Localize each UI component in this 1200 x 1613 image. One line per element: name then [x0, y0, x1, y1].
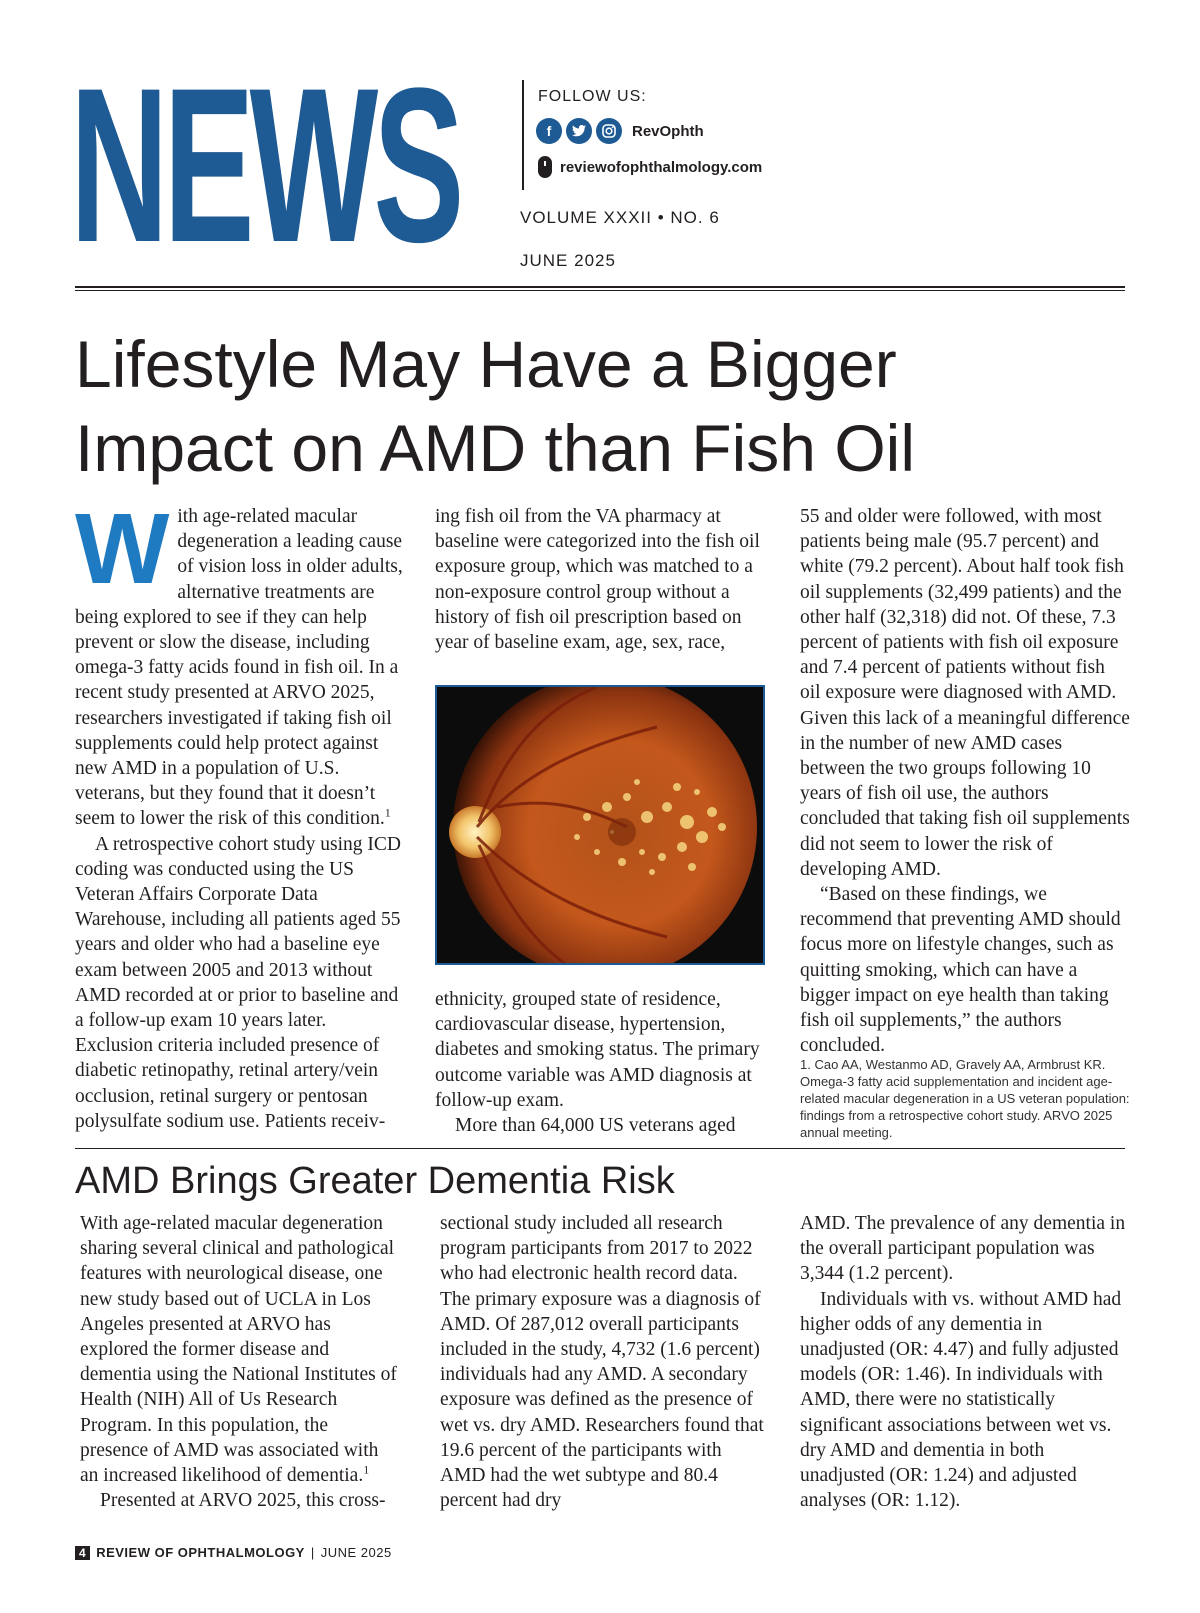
article1-paragraph: “Based on these findings, we recommend that preventing AMD should focus more on lifestyle changes, such as quitting smoking, which can have a bigger impact on eye health than taking fish oil supplements,” the authors concluded.: [800, 884, 1121, 1057]
facebook-icon[interactable]: f: [536, 118, 562, 144]
article1-paragraph: A retrospective cohort study using ICD coding was conducted using the US Veteran Affairs Corporate Data Warehouse, including all patients aged 55 years and older who had a baseline eye exam between 2005 and 2013 without AMD recorded at or prior to baseline and a follow-up exam 10 years later. Exclusion criteria included presence of diabetic retinopathy, retinal artery/vein occlusion, retinal surgery or pentosan polysulfate sodium use. Patients receiv-: [75, 833, 401, 1132]
social-links: [536, 118, 704, 144]
article1-column2-bottom: [435, 987, 765, 1138]
article1-headline: [75, 322, 1125, 490]
article2-paragraph: Presented at ARVO 2025, this cross-: [100, 1490, 386, 1512]
article2-column1: [80, 1211, 400, 1513]
mouse-icon: [538, 156, 552, 178]
page-number: 4: [75, 1546, 90, 1560]
website-url[interactable]: reviewofophthalmology.com: [560, 158, 763, 176]
article1-paragraph: More than 64,000 US veterans aged: [455, 1115, 736, 1137]
social-handle[interactable]: RevOphth: [632, 122, 704, 140]
article2-text: With age-related macular degeneration sharing several clinical and pathological features with neurological disease, one new study based out of UCLA in Los Angeles presented at ARVO has explored the former disease and dementia using the National Institutes of Health (NIH) All of Us Research Program. In this population, the presence of AMD was associated with an increased likelihood of dementia.: [80, 1213, 397, 1487]
article1-paragraph: ethnicity, grouped state of residence, cardiovascular disease, hypertension, diabetes and smoking status. The primary outcome variable was AMD diagnosis at follow-up exam.: [435, 989, 760, 1111]
issue-date: JUNE 2025: [520, 251, 616, 270]
article1-reference: 1. Cao AA, Westanmo AD, Gravely AA, Armbrust KR. Omega-3 fatty acid supplementation and incident age-related macular degeneration in a US veteran population: findings from a retrospective cohort study. ARVO 2025 annual meeting.: [800, 1057, 1130, 1140]
follow-us-label: FOLLOW US:: [538, 88, 647, 105]
footer-separator: |: [310, 1545, 315, 1560]
article1-paragraph: 55 and older were followed, with most patients being male (95.7 percent) and white (79.2 percent). About half took fish oil supplements (32,499 patients) and the other half (32,318) did not. Of these, 7.3 percent of patients with fish oil exposure and 7.4 percent of patients without fish oil exposure were diagnosed with AMD. Given this lack of a meaningful difference in the number of new AMD cases between the two groups following 10 years of fish oil use, the authors concluded that taking fish oil supplements did not seem to lower the risk of developing AMD.: [800, 506, 1130, 880]
drop-cap: W: [75, 493, 170, 605]
article2-column3: [800, 1211, 1130, 1513]
footer-date: JUNE 2025: [320, 1545, 392, 1560]
masthead-title: NEWS: [70, 42, 460, 288]
retina-image: [437, 687, 765, 965]
footer-publication: REVIEW OF OPHTHALMOLOGY: [96, 1545, 305, 1560]
article2-paragraph: [80, 1211, 400, 1488]
article2-paragraph: Individuals with vs. without AMD had higher odds of any dementia in unadjusted (OR: 4.47) and fully adjusted models (OR: 1.46). In individuals with AMD, there were no statistically significant associations between wet vs. dry AMD and dementia in both unadjusted (OR: 1.24) and adjusted analyses (OR: 1.12).: [800, 1288, 1122, 1512]
article2-column2: [440, 1211, 765, 1513]
footnote-ref: 1: [384, 805, 391, 820]
masthead-divider: [522, 80, 524, 190]
footnote-ref: 1: [363, 1462, 370, 1477]
volume-issue: VOLUME XXXII • NO. 6: [520, 208, 720, 227]
article1-paragraph: ing fish oil from the VA pharmacy at baseline were categorized into the fish oil exposure group, which was matched to a non-exposure control group without a history of fish oil prescription based on year of baseline exam, age, sex, race,: [435, 506, 760, 654]
article2-paragraph: AMD. The prevalence of any dementia in the overall participant population was 3,344 (1.2 percent).: [800, 1213, 1126, 1285]
article1-text: ith age-related macular degeneration a leading cause of vision loss in older adults, alternative treatments are being explored to see if they can help prevent or slow the disease, including omega-3 fatty acids found in fish oil. In a recent study presented at ARVO 2025, researchers investigated if taking fish oil supplements could help protect against new AMD in a population of U.S. veterans, but they found that it doesn’t seem to lower the risk of this condition.: [75, 506, 403, 830]
twitter-icon[interactable]: [566, 118, 592, 144]
website-link[interactable]: [538, 156, 762, 178]
masthead-rule: [75, 286, 1125, 291]
article1-paragraph: [75, 493, 405, 832]
article1-column1: [75, 493, 405, 1134]
article1-column3: [800, 504, 1130, 1058]
section-divider: [75, 1148, 1125, 1149]
instagram-icon[interactable]: [596, 118, 622, 144]
headline-line1: Lifestyle May Have a Bigger: [75, 327, 897, 401]
article2-headline: AMD Brings Greater Dementia Risk: [75, 1160, 675, 1202]
fundus-photo: [435, 685, 765, 965]
page-footer: [75, 1545, 392, 1560]
headline-line2: Impact on AMD than Fish Oil: [75, 411, 915, 485]
article2-paragraph: sectional study included all research program participants from 2017 to 2022 who had electronic health record data. The primary exposure was a diagnosis of AMD. Of 287,012 overall participants included in the study, 4,732 (1.6 percent) individuals had any AMD. A secondary exposure was defined as the presence of wet vs. dry AMD. Researchers found that 19.6 percent of the participants with AMD had the wet subtype and 80.4 percent had dry: [440, 1213, 764, 1512]
article1-column2-top: [435, 504, 765, 655]
